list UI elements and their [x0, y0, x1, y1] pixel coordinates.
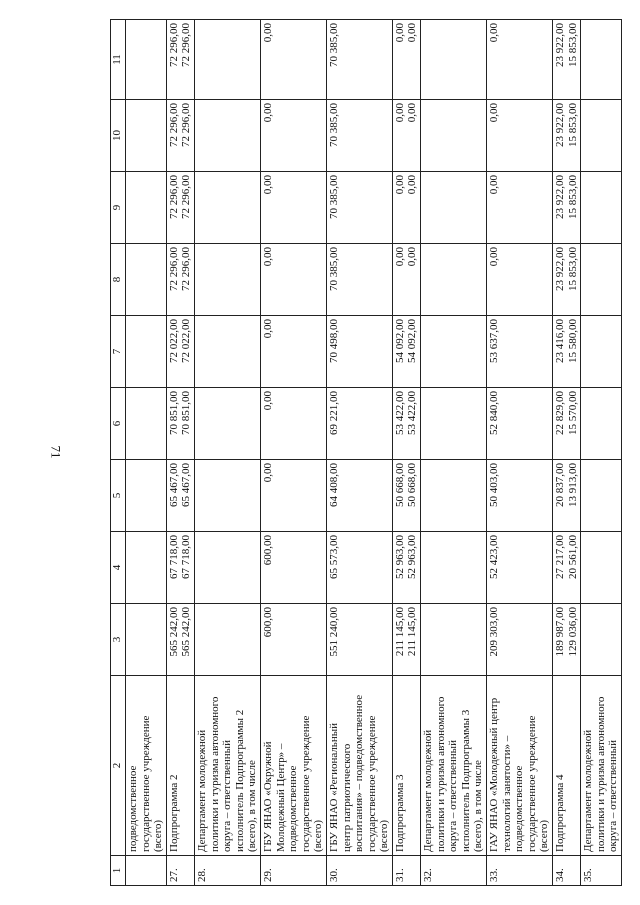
value-cell	[392, 244, 420, 316]
name-line: технологий занятости» –	[500, 735, 513, 852]
name-line: округа – ответственный	[447, 740, 460, 852]
value-cell	[553, 388, 581, 460]
value-line: 23 922,00	[554, 103, 566, 147]
value-cell	[126, 460, 167, 532]
name-line: исполнитель Подпрограммы 2	[233, 709, 246, 852]
value-line: 20 837,00	[554, 463, 566, 507]
value-line: 15 570,00	[566, 391, 579, 435]
value-line: 70 385,00	[327, 175, 340, 219]
value-line: 52 423,00	[488, 535, 501, 579]
value-cell	[553, 460, 581, 532]
row-name	[553, 676, 581, 856]
value-cell	[487, 20, 553, 100]
name-line: округа – ответственный	[607, 740, 620, 852]
name-line: Подпрограмма 4	[554, 774, 566, 852]
row-number: 29.	[260, 856, 326, 886]
value-line: 70 498,00	[327, 319, 340, 363]
value-line: 54 092,00	[406, 319, 419, 363]
value-line: 50 403,00	[488, 463, 501, 507]
col-header: 3	[111, 604, 126, 676]
row-number	[126, 856, 167, 886]
value-line: 0,00	[393, 247, 406, 267]
row-number: 27.	[166, 856, 194, 886]
table-row	[581, 20, 622, 886]
value-cell	[392, 20, 420, 100]
name-line: подведомственное	[127, 765, 139, 852]
value-line: 72 296,00	[167, 175, 180, 219]
value-line: 50 668,00	[406, 463, 419, 507]
row-name	[166, 676, 194, 856]
name-line: округа – ответственный	[221, 740, 234, 852]
value-cell	[326, 172, 392, 244]
value-line: 72 022,00	[167, 319, 180, 363]
name-line: ГБУ ЯНАО «Региональный	[327, 723, 340, 852]
value-cell	[553, 20, 581, 100]
value-line: 52 840,00	[488, 391, 501, 435]
value-line: 72 296,00	[180, 175, 193, 219]
value-cell	[260, 172, 326, 244]
name-line: исполнитель Подпрограммы 3	[459, 709, 472, 852]
value-line: 15 853,00	[566, 175, 579, 219]
table-row	[421, 20, 487, 886]
value-cell	[166, 20, 194, 100]
value-line: 72 296,00	[167, 247, 180, 291]
value-cell	[326, 316, 392, 388]
value-line: 129 036,00	[566, 607, 579, 657]
value-cell	[126, 316, 167, 388]
value-cell	[194, 460, 260, 532]
value-cell	[421, 316, 487, 388]
col-header: 8	[111, 244, 126, 316]
value-line: 53 637,00	[488, 319, 501, 363]
value-cell	[326, 460, 392, 532]
name-line: политики и туризма автономного	[208, 696, 221, 852]
value-cell	[487, 100, 553, 172]
name-line: подведомственное	[287, 765, 300, 852]
value-line: 600,00	[261, 535, 274, 566]
value-cell	[487, 244, 553, 316]
value-cell	[392, 388, 420, 460]
name-line: государственное учреждение	[299, 715, 312, 852]
budget-table	[110, 19, 622, 886]
value-cell	[194, 388, 260, 460]
value-cell	[421, 244, 487, 316]
value-line: 70 385,00	[327, 247, 340, 291]
value-line: 72 296,00	[167, 23, 180, 67]
col-header: 7	[111, 316, 126, 388]
value-line: 0,00	[393, 23, 406, 43]
row-name	[260, 676, 326, 856]
value-cell	[553, 316, 581, 388]
value-line: 0,00	[406, 103, 419, 123]
name-line: (всего)	[538, 819, 551, 852]
value-cell	[126, 20, 167, 100]
value-cell	[260, 244, 326, 316]
value-line: 72 296,00	[180, 103, 193, 147]
value-cell	[326, 532, 392, 604]
value-line: 0,00	[406, 175, 419, 195]
value-line: 15 853,00	[566, 247, 579, 291]
value-cell	[166, 604, 194, 676]
value-line: 54 092,00	[393, 319, 406, 363]
value-cell	[260, 532, 326, 604]
value-cell	[421, 460, 487, 532]
value-cell	[166, 316, 194, 388]
col-header: 4	[111, 532, 126, 604]
value-line: 53 422,00	[406, 391, 419, 435]
value-cell	[326, 604, 392, 676]
value-line: 50 668,00	[393, 463, 406, 507]
name-line: Молодежный Центр» –	[274, 743, 287, 852]
value-line: 67 718,00	[167, 535, 180, 579]
name-line: подведомственное	[513, 765, 526, 852]
value-cell	[260, 460, 326, 532]
value-line: 0,00	[261, 391, 274, 411]
value-line: 211 145,00	[393, 607, 406, 657]
value-cell	[553, 532, 581, 604]
value-cell	[581, 100, 622, 172]
row-number: 32.	[421, 856, 487, 886]
row-name	[581, 676, 622, 856]
value-cell	[392, 604, 420, 676]
value-cell	[126, 172, 167, 244]
value-line: 0,00	[406, 247, 419, 267]
value-line: 0,00	[393, 103, 406, 123]
value-line: 65 573,00	[327, 535, 340, 579]
value-line: 72 296,00	[167, 103, 180, 147]
value-cell	[194, 172, 260, 244]
value-line: 67 718,00	[180, 535, 193, 579]
value-cell	[166, 388, 194, 460]
value-line: 70 851,00	[180, 391, 193, 435]
name-line: центр патриотического	[340, 743, 353, 852]
value-cell	[326, 20, 392, 100]
value-line: 65 467,00	[180, 463, 193, 507]
value-line: 13 913,00	[566, 463, 579, 507]
table-row	[194, 20, 260, 886]
value-line: 72 296,00	[180, 247, 193, 291]
value-line: 0,00	[261, 319, 274, 339]
col-header: 5	[111, 460, 126, 532]
value-cell	[194, 244, 260, 316]
header-row	[111, 20, 126, 886]
name-line: (всего), в том числе	[246, 760, 259, 852]
name-line: Департамент молодежной	[422, 729, 435, 852]
value-cell	[581, 20, 622, 100]
value-line: 211 145,00	[406, 607, 419, 657]
row-number: 33.	[487, 856, 553, 886]
row-number: 30.	[326, 856, 392, 886]
value-cell	[421, 172, 487, 244]
name-line: (всего)	[312, 819, 325, 852]
value-line: 70 851,00	[167, 391, 180, 435]
value-cell	[487, 460, 553, 532]
name-line: политики и туризма автономного	[434, 696, 447, 852]
value-cell	[392, 100, 420, 172]
value-cell	[392, 172, 420, 244]
value-line: 72 296,00	[180, 23, 193, 67]
value-cell	[260, 316, 326, 388]
value-cell	[260, 20, 326, 100]
value-cell	[553, 100, 581, 172]
value-line: 0,00	[488, 247, 501, 267]
col-header: 11	[111, 20, 126, 100]
value-line: 52 963,00	[393, 535, 406, 579]
name-line: государственное учреждение	[365, 715, 378, 852]
table-row	[553, 20, 581, 886]
value-cell	[260, 388, 326, 460]
value-line: 23 922,00	[554, 23, 566, 67]
value-cell	[126, 532, 167, 604]
row-number: 31.	[392, 856, 420, 886]
row-name	[421, 676, 487, 856]
name-line: Подпрограмма 2	[167, 774, 180, 852]
value-line: 64 408,00	[327, 463, 340, 507]
col-header: 9	[111, 172, 126, 244]
value-cell	[392, 460, 420, 532]
value-line: 209 303,00	[488, 607, 501, 657]
value-line: 0,00	[488, 23, 501, 43]
value-cell	[126, 388, 167, 460]
row-number: 34.	[553, 856, 581, 886]
value-line: 65 467,00	[167, 463, 180, 507]
value-line: 0,00	[261, 463, 274, 483]
value-line: 565 242,00	[167, 607, 180, 657]
col-header: 1	[111, 856, 126, 886]
table-body	[126, 20, 622, 886]
value-line: 565 242,00	[180, 607, 193, 657]
value-line: 27 217,00	[554, 535, 566, 579]
value-cell	[487, 532, 553, 604]
value-cell	[421, 20, 487, 100]
value-cell	[326, 100, 392, 172]
value-line: 0,00	[261, 175, 274, 195]
value-line: 0,00	[393, 175, 406, 195]
value-cell	[392, 316, 420, 388]
value-line: 0,00	[488, 175, 501, 195]
value-cell	[581, 388, 622, 460]
col-header: 2	[111, 676, 126, 856]
name-line: ГАУ ЯНАО «Молодежный центр	[488, 697, 501, 852]
value-cell	[487, 388, 553, 460]
value-cell	[421, 532, 487, 604]
value-line: 53 422,00	[393, 391, 406, 435]
row-name	[194, 676, 260, 856]
value-cell	[166, 172, 194, 244]
table-row	[260, 20, 326, 886]
value-cell	[581, 316, 622, 388]
row-name	[326, 676, 392, 856]
value-cell	[194, 20, 260, 100]
value-line: 23 416,00	[554, 319, 566, 363]
value-line: 15 580,00	[566, 319, 579, 363]
value-line: 15 853,00	[566, 23, 579, 67]
value-line: 0,00	[261, 103, 274, 123]
name-line: Департамент молодежной	[582, 729, 595, 852]
value-cell	[487, 604, 553, 676]
value-cell	[166, 460, 194, 532]
name-line: Департамент молодежной	[195, 729, 208, 852]
continuation-row	[126, 20, 167, 886]
value-cell	[581, 532, 622, 604]
name-line: политики и туризма автономного	[594, 696, 607, 852]
value-cell	[421, 388, 487, 460]
row-name	[487, 676, 553, 856]
value-cell	[553, 244, 581, 316]
value-cell	[194, 100, 260, 172]
row-number: 28.	[194, 856, 260, 886]
value-cell	[581, 244, 622, 316]
value-line: 551 240,00	[327, 607, 340, 657]
name-line: (всего), в том числе	[472, 760, 485, 852]
value-cell	[421, 100, 487, 172]
page-number: 71	[48, 445, 64, 459]
table-row	[487, 20, 553, 886]
row-name	[126, 676, 167, 856]
value-line: 0,00	[261, 23, 274, 43]
value-line: 600,00	[261, 607, 274, 638]
value-line: 70 385,00	[327, 23, 340, 67]
value-line: 0,00	[406, 23, 419, 43]
value-line: 23 922,00	[554, 247, 566, 291]
value-line: 20 561,00	[566, 535, 579, 579]
value-cell	[581, 604, 622, 676]
name-line: воспитания» – подведомственное	[353, 694, 366, 852]
name-line: ГБУ ЯНАО «Окружной	[261, 741, 274, 852]
value-cell	[166, 100, 194, 172]
value-cell	[553, 604, 581, 676]
table-row	[392, 20, 420, 886]
value-line: 23 922,00	[554, 175, 566, 219]
value-cell	[487, 316, 553, 388]
name-line: (всего)	[152, 819, 165, 852]
rotated-table-container	[110, 20, 620, 886]
row-name	[392, 676, 420, 856]
value-cell	[260, 604, 326, 676]
name-line: (всего)	[378, 819, 391, 852]
name-line: государственное учреждение	[139, 715, 152, 852]
value-line: 69 221,00	[327, 391, 340, 435]
table-viewport	[110, 20, 620, 886]
value-cell	[194, 604, 260, 676]
value-line: 72 022,00	[180, 319, 193, 363]
value-cell	[166, 244, 194, 316]
name-line: государственное учреждение	[525, 715, 538, 852]
value-line: 0,00	[488, 103, 501, 123]
name-line: Подпрограмма 3	[393, 774, 406, 852]
value-cell	[326, 244, 392, 316]
value-cell	[326, 388, 392, 460]
value-line: 15 853,00	[566, 103, 579, 147]
value-cell	[194, 532, 260, 604]
value-line: 0,00	[261, 247, 274, 267]
value-line: 22 829,00	[554, 391, 566, 435]
value-line: 70 385,00	[327, 103, 340, 147]
value-cell	[553, 172, 581, 244]
row-number: 35.	[581, 856, 622, 886]
value-line: 189 987,00	[554, 607, 566, 657]
value-cell	[126, 604, 167, 676]
col-header: 10	[111, 100, 126, 172]
value-cell	[581, 460, 622, 532]
value-cell	[126, 100, 167, 172]
table-row	[326, 20, 392, 886]
value-cell	[581, 172, 622, 244]
value-cell	[421, 604, 487, 676]
table-row	[166, 20, 194, 886]
value-cell	[392, 532, 420, 604]
value-cell	[260, 100, 326, 172]
value-cell	[194, 316, 260, 388]
col-header: 6	[111, 388, 126, 460]
value-cell	[487, 172, 553, 244]
value-cell	[166, 532, 194, 604]
value-cell	[126, 244, 167, 316]
value-line: 52 963,00	[406, 535, 419, 579]
